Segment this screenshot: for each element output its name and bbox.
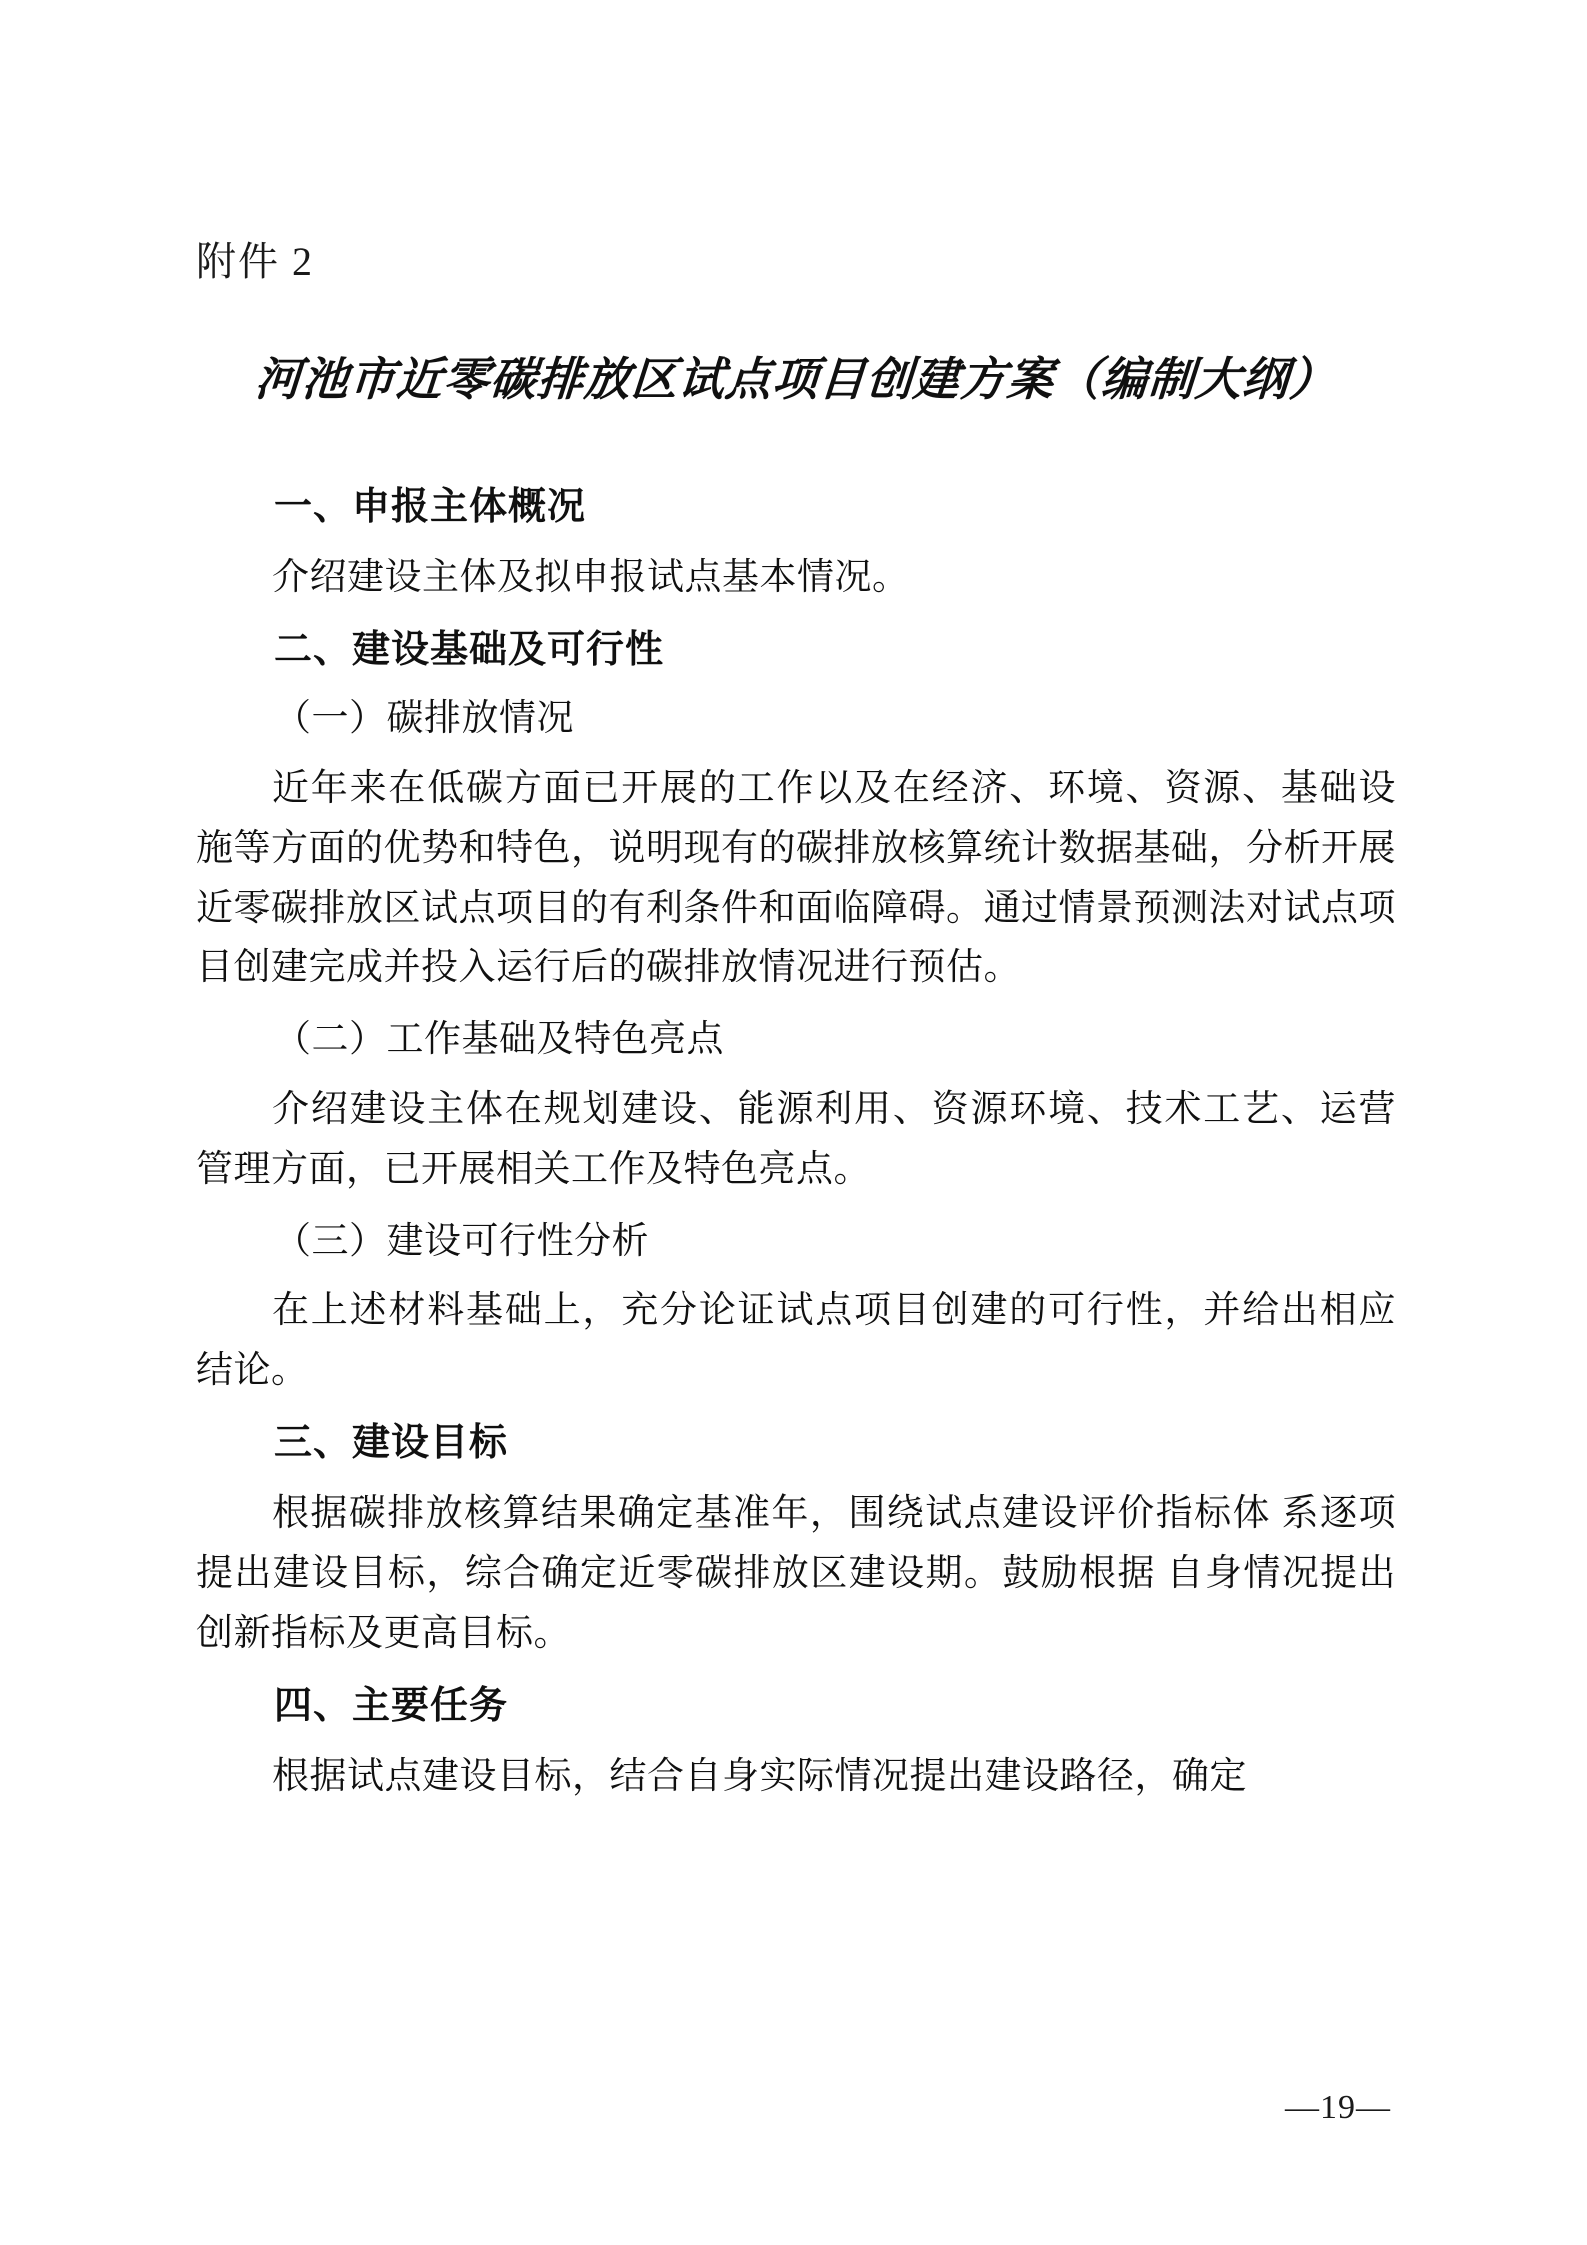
page-number: —19— — [1285, 2089, 1391, 2126]
subsection-paragraph-2-3: 在上述材料基础上，充分论证试点项目创建的可行性，并给出相应结论。 — [196, 1290, 1396, 1392]
subsection-paragraph-2-2: 介绍建设主体在规划建设、能源利用、资源环境、技术工艺、运营管理方面，已开展相关工作及特色亮点。 — [196, 1088, 1396, 1190]
section-paragraph-3-1: 根据碳排放核算结果确定基准年，围绕试点建设评价指标体 系逐项提出建设目标，综合确定近零碳排放区建设期。鼓励根据 自身情况提出创新指标及更高目标。 — [196, 1493, 1396, 1655]
section-heading-2: 二、建设基础及可行性 — [274, 627, 665, 672]
page-title: 河池市近零碳排放区试点项目创建方案（编制大纲） — [253, 352, 1339, 406]
subsection-heading-2-2: （二）工作基础及特色亮点 — [274, 1019, 724, 1061]
attachment-label: 附件 2 — [196, 239, 314, 284]
document-body — [196, 230, 1396, 1821]
section-heading-4: 四、主要任务 — [274, 1683, 509, 1728]
subsection-heading-2-3: （三）建设可行性分析 — [274, 1220, 649, 1262]
subsection-paragraph-2-1: 近年来在低碳方面已开展的工作以及在经济、环境、资源、基础设施等方面的优势和特色，说明现有的碳排放核算统计数据基础，分析开展近零碳排放区试点项目的有利条件和面临障碍。通过情景预测法对试点项目创建完成并投入运行后的碳排放情况进行预估。 — [196, 767, 1396, 989]
section-heading-1: 一、申报主体概况 — [274, 484, 587, 528]
section-heading-3: 三、建设目标 — [274, 1420, 509, 1465]
section-paragraph-4-1: 根据试点建设目标，结合自身实际情况提出建设路径，确定 — [272, 1756, 1247, 1798]
section-paragraph-1-1: 介绍建设主体及拟申报试点基本情况。 — [272, 557, 910, 599]
subsection-heading-2-1: （一）碳排放情况 — [274, 698, 574, 740]
